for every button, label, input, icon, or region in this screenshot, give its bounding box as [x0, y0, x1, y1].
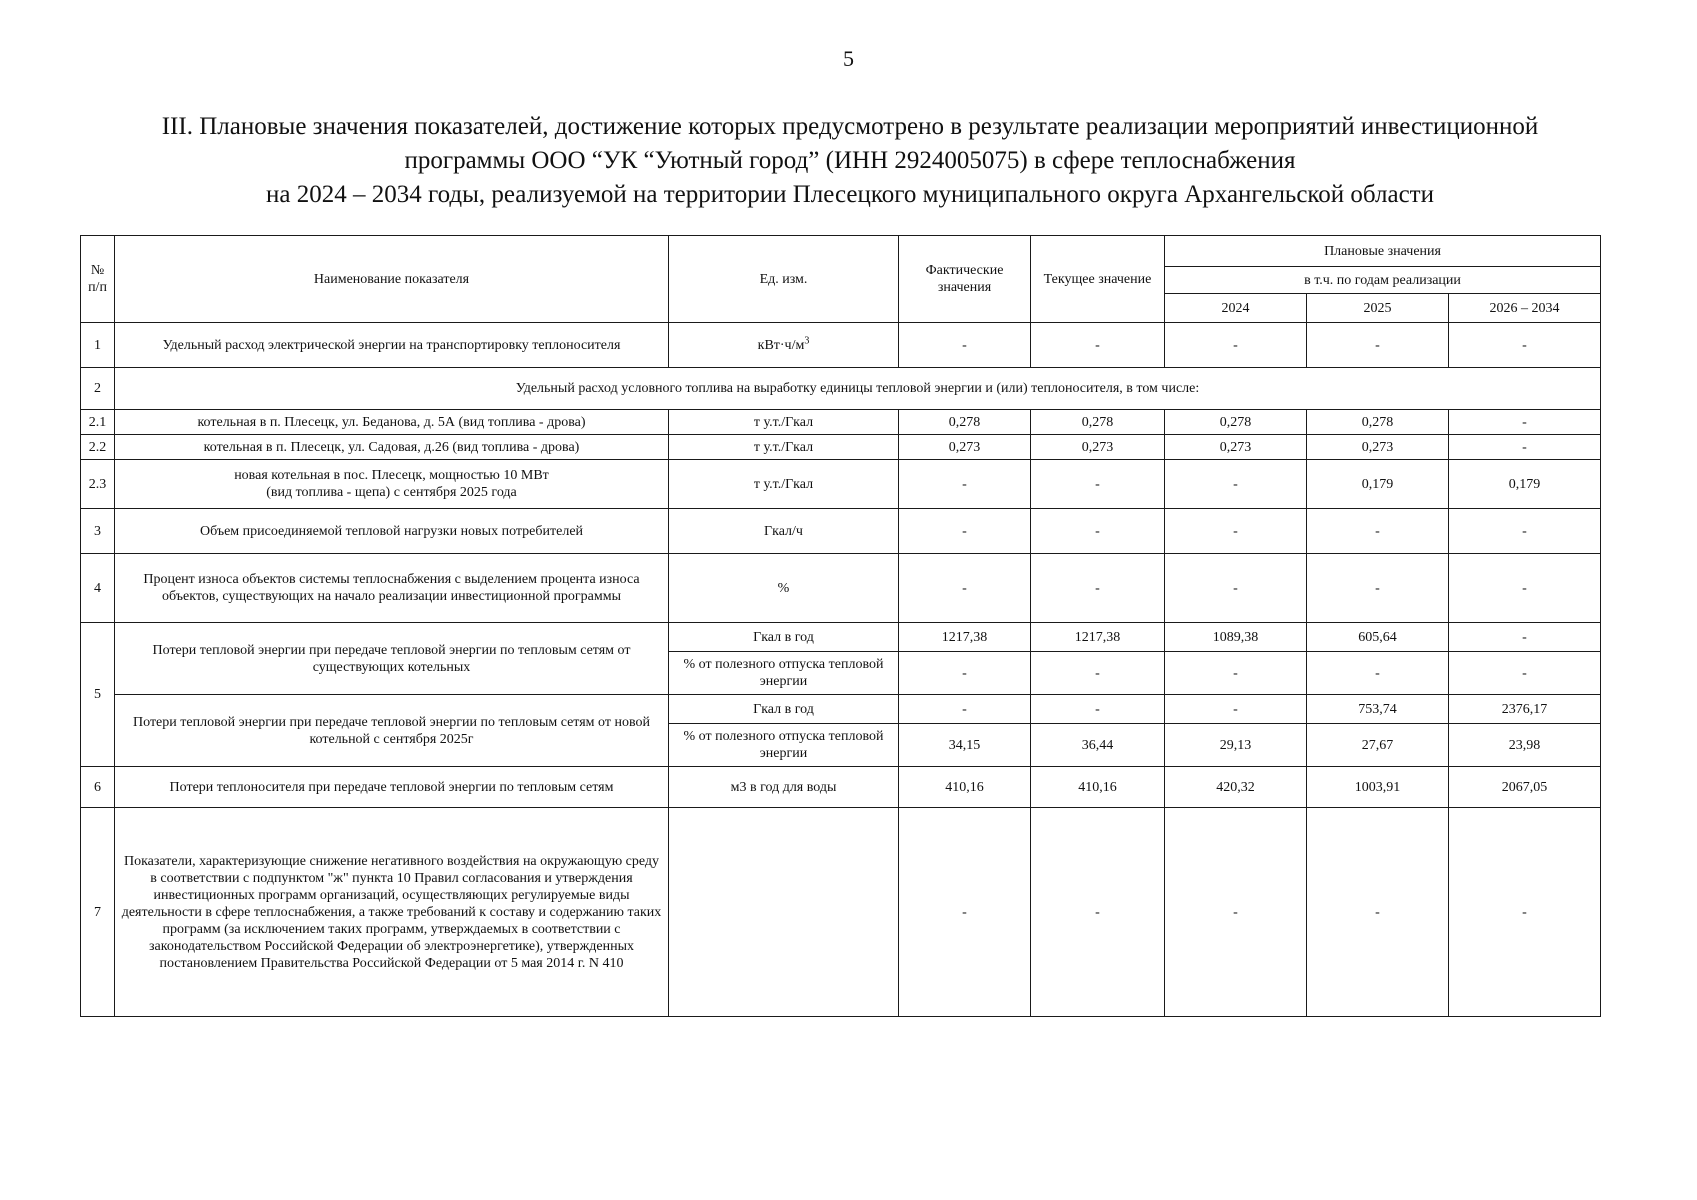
row-num: 3	[81, 509, 115, 554]
row-2025: 0,179	[1307, 460, 1449, 509]
row-unit: м3 в год для воды	[669, 767, 899, 808]
heading-line-3: на 2024 – 2034 годы, реализуемой на территории Плесецкого муниципального округа Архангельской области	[265, 181, 1434, 208]
row-2025: -	[1307, 323, 1449, 368]
row-name: Объем присоединяемой тепловой нагрузки новых потребителей	[115, 509, 669, 554]
row-name: котельная в п. Плесецк, ул. Садовая, д.26 (вид топлива - дрова)	[115, 435, 669, 460]
row-name-line-1: новая котельная в пос. Плесецк, мощностью 10 МВт	[234, 468, 549, 483]
row-2026-2034: 23,98	[1449, 724, 1601, 767]
table-row	[81, 808, 1601, 1017]
row-2024: -	[1165, 695, 1307, 724]
header-name: Наименование показателя	[115, 236, 669, 323]
row-name-line-2: (вид топлива - щепа) с сентября 2025 года	[266, 485, 517, 500]
row-current: 0,278	[1031, 410, 1165, 435]
unit-superscript: 3	[804, 334, 810, 346]
row-2025: -	[1307, 652, 1449, 695]
header-row	[81, 236, 1601, 267]
table-row	[81, 323, 1601, 368]
row-unit: т у.т./Гкал	[669, 460, 899, 509]
row-name: Показатели, характеризующие снижение негативного воздействия на окружающую среду в соответствии с подпунктом "ж" пункта 10 Правил согласования и утверждения инвестиционных программ организаций, осуществляющих регулируемые виды деятельности в сфере теплоснабжения, а также требований к составу и содержанию таких программ (за исключением таких программ, утверждаемых в соответствии с законодательством Российской Федерации об электроэнергетике), утвержденных постановлением Правительства Российской Федерации от 5 мая 2014 г. N 410	[115, 808, 669, 1017]
row-unit	[669, 808, 899, 1017]
header-by-years: в т.ч. по годам реализации	[1165, 267, 1601, 294]
row-2024: 29,13	[1165, 724, 1307, 767]
row-2026-2034: -	[1449, 410, 1601, 435]
row-actual: -	[899, 460, 1031, 509]
row-num: 2.1	[81, 410, 115, 435]
table-row	[81, 368, 1601, 410]
row-num: 2.3	[81, 460, 115, 509]
row-2024: -	[1165, 554, 1307, 623]
row-unit: % от полезного отпуска тепловой энергии	[669, 652, 899, 695]
row-unit: Гкал в год	[669, 623, 899, 652]
header-year-2024: 2024	[1165, 294, 1307, 323]
row-2026-2034: -	[1449, 509, 1601, 554]
header-num: № п/п	[81, 236, 115, 323]
row-actual: 1217,38	[899, 623, 1031, 652]
row-2026-2034: 2067,05	[1449, 767, 1601, 808]
page-number: 5	[843, 46, 854, 71]
row-2024: -	[1165, 509, 1307, 554]
row-unit: %	[669, 554, 899, 623]
row-unit	[669, 323, 899, 368]
row-actual: 34,15	[899, 724, 1031, 767]
row-name	[115, 460, 669, 509]
row-2024: 0,273	[1165, 435, 1307, 460]
row-2024: 0,278	[1165, 410, 1307, 435]
row-name: Потери тепловой энергии при передаче тепловой энергии по тепловым сетям от существующих котельных	[115, 623, 669, 695]
row-2024: -	[1165, 460, 1307, 509]
row-name: Удельный расход электрической энергии на транспортировку теплоносителя	[115, 323, 669, 368]
row-current: 410,16	[1031, 767, 1165, 808]
row-unit: Гкал/ч	[669, 509, 899, 554]
row-2026-2034: -	[1449, 435, 1601, 460]
row-num: 1	[81, 323, 115, 368]
row-2025: 0,278	[1307, 410, 1449, 435]
indicators-table	[80, 235, 1601, 1017]
row-2026-2034: 2376,17	[1449, 695, 1601, 724]
table-row	[81, 623, 1601, 652]
row-current: -	[1031, 808, 1165, 1017]
row-name: Процент износа объектов системы теплоснабжения с выделением процента износа объектов, существующих на начало реализации инвестиционной программы	[115, 554, 669, 623]
row-2024: -	[1165, 323, 1307, 368]
row-current: -	[1031, 509, 1165, 554]
heading-line-2: программы ООО “УК “Уютный город” (ИНН 2924005075) в сфере теплоснабжения	[404, 147, 1296, 174]
row-actual: 0,278	[899, 410, 1031, 435]
row-2025: 27,67	[1307, 724, 1449, 767]
row-num: 5	[81, 623, 115, 767]
row-2025: 1003,91	[1307, 767, 1449, 808]
row-2026-2034: -	[1449, 808, 1601, 1017]
row-actual: 0,273	[899, 435, 1031, 460]
row-actual: -	[899, 554, 1031, 623]
row-2025: 0,273	[1307, 435, 1449, 460]
table-row	[81, 554, 1601, 623]
row-2024: -	[1165, 808, 1307, 1017]
row-actual: 410,16	[899, 767, 1031, 808]
row-2026-2034: -	[1449, 554, 1601, 623]
row-2026-2034: -	[1449, 652, 1601, 695]
table-row	[81, 509, 1601, 554]
row-num: 4	[81, 554, 115, 623]
row-name: Удельный расход условного топлива на выработку единицы тепловой энергии и (или) теплоносителя, в том числе:	[115, 368, 1601, 410]
row-name: котельная в п. Плесецк, ул. Беданова, д. 5А (вид топлива - дрова)	[115, 410, 669, 435]
row-name: Потери тепловой энергии при передаче тепловой энергии по тепловым сетям от новой котельной с сентября 2025г	[115, 695, 669, 767]
header-year-2025: 2025	[1307, 294, 1449, 323]
row-2026-2034: -	[1449, 323, 1601, 368]
row-num: 2.2	[81, 435, 115, 460]
header-planned: Плановые значения	[1165, 236, 1601, 267]
row-actual: -	[899, 652, 1031, 695]
row-actual: -	[899, 808, 1031, 1017]
row-2024: 420,32	[1165, 767, 1307, 808]
row-current: -	[1031, 652, 1165, 695]
row-name: Потери теплоносителя при передаче тепловой энергии по тепловым сетям	[115, 767, 669, 808]
row-2025: 753,74	[1307, 695, 1449, 724]
row-unit: т у.т./Гкал	[669, 410, 899, 435]
row-num: 7	[81, 808, 115, 1017]
row-current: -	[1031, 695, 1165, 724]
table-row	[81, 410, 1601, 435]
row-2024: 1089,38	[1165, 623, 1307, 652]
document-heading	[80, 110, 1620, 212]
row-actual: -	[899, 509, 1031, 554]
row-2026-2034: 0,179	[1449, 460, 1601, 509]
row-unit: Гкал в год	[669, 695, 899, 724]
row-current: 0,273	[1031, 435, 1165, 460]
row-2025: -	[1307, 554, 1449, 623]
row-unit: % от полезного отпуска тепловой энергии	[669, 724, 899, 767]
row-unit: т у.т./Гкал	[669, 435, 899, 460]
header-year-2026-2034: 2026 – 2034	[1449, 294, 1601, 323]
row-2025: -	[1307, 808, 1449, 1017]
row-current: 1217,38	[1031, 623, 1165, 652]
row-current: -	[1031, 554, 1165, 623]
row-num: 2	[81, 368, 115, 410]
header-actual: Фактические значения	[899, 236, 1031, 323]
header-current: Текущее значение	[1031, 236, 1165, 323]
row-2025: -	[1307, 509, 1449, 554]
table-row	[81, 695, 1601, 724]
row-2025: 605,64	[1307, 623, 1449, 652]
table-row	[81, 767, 1601, 808]
row-current: 36,44	[1031, 724, 1165, 767]
row-2026-2034: -	[1449, 623, 1601, 652]
heading-line-1: III. Плановые значения показателей, достижение которых предусмотрено в результате реализации мероприятий инвестиционной	[161, 113, 1539, 140]
unit-text: кВт·ч/м	[757, 337, 805, 353]
row-actual: -	[899, 323, 1031, 368]
header-unit: Ед. изм.	[669, 236, 899, 323]
table-row	[81, 460, 1601, 509]
row-actual: -	[899, 695, 1031, 724]
row-num: 6	[81, 767, 115, 808]
table-row	[81, 435, 1601, 460]
row-2024: -	[1165, 652, 1307, 695]
row-current: -	[1031, 323, 1165, 368]
row-current: -	[1031, 460, 1165, 509]
